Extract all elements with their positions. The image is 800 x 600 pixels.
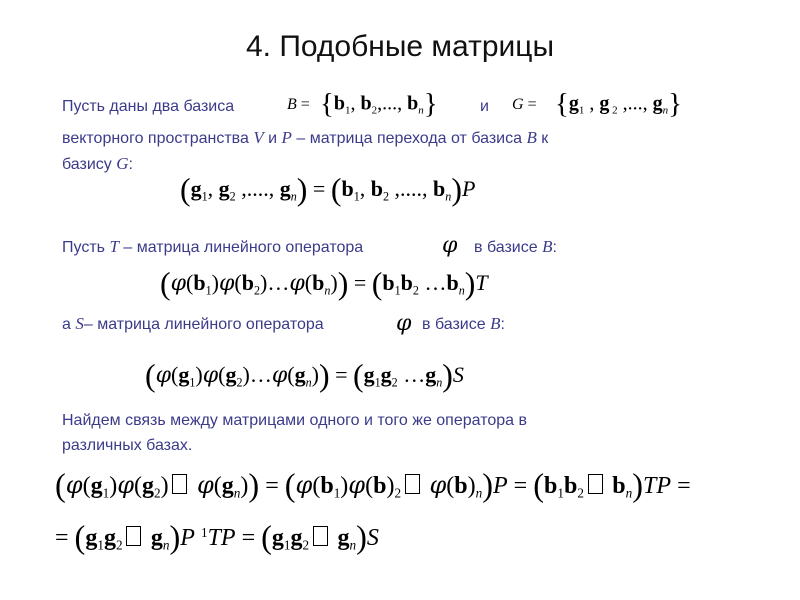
set-g: {$g_1$ , g $_2$ ,..., $g_n$}	[555, 88, 683, 120]
page-title: 4. Подобные матрицы	[245, 30, 555, 63]
set-b: {$b_1$, $b_2$,..., $b_n$}	[320, 88, 438, 120]
operator-s-text: а S– матрица линейного оператора	[62, 314, 324, 333]
formula-derivation-1: $(\varphi(g_1)\varphi(g_2) \varphi(g_n)) = (\varphi(b_1)\varphi(b)_2$ $\varphi(b)_n)P = (b_1b_2$ $b_n)TP$ =	[55, 468, 691, 504]
phi-symbol: φ	[396, 311, 412, 336]
intro-text: Пусть даны два базиса	[62, 98, 235, 115]
set-b-label: B =	[287, 96, 310, 113]
and-word: и	[480, 98, 489, 115]
phi-symbol: φ	[442, 233, 458, 258]
conclusion-line-2: различных базах.	[62, 437, 193, 454]
conclusion-line-1: Найдем связь между матрицами одного и того же оператора в	[62, 412, 527, 429]
formula-transition: ($g_1$, $g_2$ ,...., $g_n) = (b_1$, $b_2$ ,...., $b_n)P$	[180, 172, 476, 207]
formula-operator-t: $(\varphi(b_1)\varphi(b_2)\dots\varphi(b_n)) = (b_1b_2$ $\dots b_n)T$	[160, 266, 488, 301]
set-g-label: G =	[512, 96, 537, 113]
intro-line-2: векторного пространства V и P – матрица перехода от базиса B к	[62, 128, 549, 147]
operator-t-suffix: в базисе B:	[474, 237, 557, 256]
intro-line-1	[62, 98, 234, 116]
formula-operator-s: $(\varphi(g_1)\varphi(g_2)\dots\varphi(g_n)) = (g_1g_2$ $\dots g_n)S$	[145, 358, 464, 393]
operator-t-text: Пусть T – матрица линейного оператора	[62, 237, 364, 256]
operator-s-suffix: в базисе B:	[422, 314, 505, 333]
formula-derivation-2: = ($g_1g_2$ $g_n)P$ $^1TP = (g_1g_2$ $g_n)S$	[55, 520, 379, 556]
intro-line-3: базису G:	[62, 154, 133, 173]
